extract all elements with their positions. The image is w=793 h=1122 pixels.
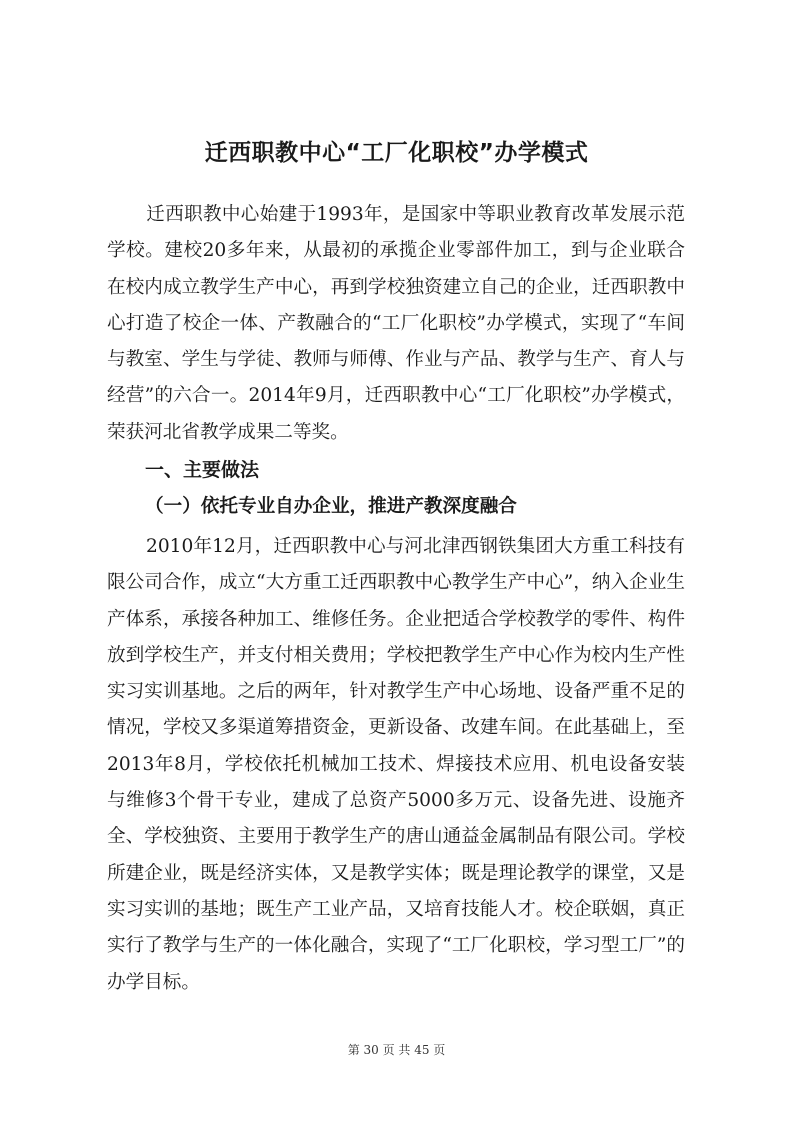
intro-paragraph [107, 197, 685, 451]
page-number-footer: 第 30 页 共 45 页 [347, 1043, 446, 1057]
section-heading: 一、主要做法 [145, 459, 260, 481]
document-title: 迁西职教中心“工厂化职校”办学模式 [204, 140, 589, 166]
subsection-heading: （一）依托专业自办企业，推进产教深度融合 [145, 496, 517, 517]
intro-paragraph-text: 迁西职教中心始建于1993年，是国家中等职业教育改革发展示范学校。建校20多年来，从最初的承揽企业零部件加工，到与企业联合在校内成立教学生产中心，再到学校独资建立自己的企业，迁西职教中心打造了校企一体、产教融合的“工厂化职校”办学模式，实现了“车间与教室、学生与学徒、教师与师傅、作业与产品、教学与生产、育人与经营”的六合一。2014年9月，迁西职教中心“工厂化职校”办学模式，荣获河北省教学成果二等奖。 [107, 204, 685, 443]
subsection-paragraph [107, 529, 685, 1001]
subsection-paragraph-text: 2010年12月，迁西职教中心与河北津西钢铁集团大方重工科技有限公司合作，成立“大方重工迁西职教中心教学生产中心”，纳入企业生产体系，承接各种加工、维修任务。企业把适合学校教学的零件、构件放到学校生产，并支付相关费用；学校把教学生产中心作为校内生产性实习实训基地。之后的两年，针对教学生产中心场地、设备严重不足的情况，学校又多渠道筹措资金，更新设备、改建车间。在此基础上，至2013年8月，学校依托机械加工技术、焊接技术应用、机电设备安装与维修3个骨干专业，建成了总资产5000多万元、设备先进、设施齐全、学校独资、主要用于教学生产的唐山通益金属制品有限公司。学校所建企业，既是经济实体，又是教学实体；既是理论教学的课堂，又是实习实训的基地；既生产工业产品，又培育技能人才。校企联姻，真正实行了教学与生产的一体化融合，实现了“工厂化职校，学习型工厂”的办学目标。 [107, 536, 685, 993]
